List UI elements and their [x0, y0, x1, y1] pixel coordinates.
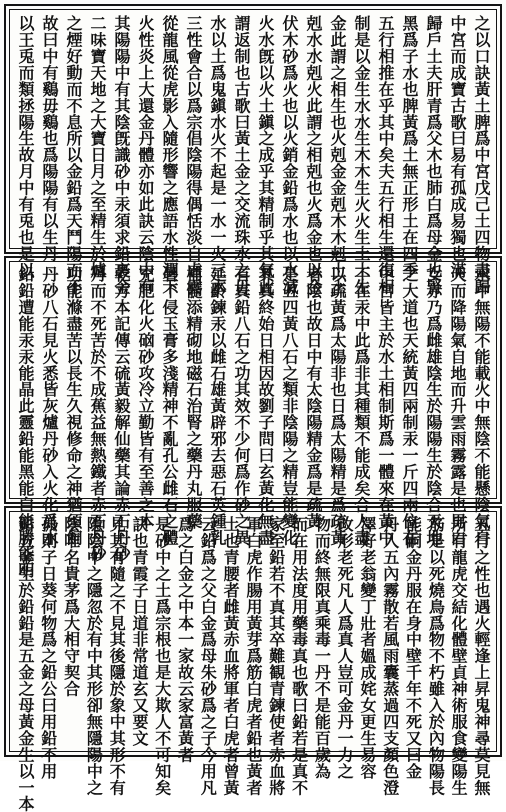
text-column: 是丑四黃八石之類非陰陽之精豈能變化	[280, 266, 299, 546]
text-column: 女赤乃爲雌雄陰生於陽陽生於陰合天地	[424, 266, 443, 546]
text-column: 不在汞中此爲非其種類不能成矣合人盡	[352, 266, 371, 546]
text-column: 其陽陽中有其陰旣識砂中汞須求鉛裏金	[112, 15, 131, 295]
text-column: 火水旣以火土鎭之成乎其精制乎其氣此	[256, 15, 275, 295]
text-column: 之以口訣黃土脾爲中宮戊己土四物盡歸	[472, 15, 491, 295]
text-column: 之大道也天統黃四兩制汞一斤四兩位在	[400, 266, 419, 546]
text-block-bottom	[4, 506, 502, 812]
text-column: 陰唯名貴茅爲大相守契合	[61, 516, 81, 697]
text-column: 筋是以死燒鳥爲物不朽雖入於內物陽長	[426, 516, 446, 796]
text-column: 是砂中之土爲宗根也是大欺人不可知矣	[152, 516, 172, 796]
text-column: 改形老死凡人爲真人豈可金丹一力之	[335, 516, 355, 780]
text-column: 謂返制也古歌曰黃土金之交流珠水之毋	[232, 15, 251, 295]
text-column: 而在用法度用藥毒真也歌曰鉛若是真不	[289, 516, 309, 796]
text-column: 伏木砂爲火也以火銷金鉛爲水也以水滅	[280, 15, 299, 295]
text-column: 功能滌盡苦以長生久視修命之神猶須飼	[64, 266, 83, 546]
text-column: 火性炎上大還金丹體亦如此訣云陰中有	[136, 15, 155, 295]
text-column: 澤好老翁變丁壯者媼成姹女更生易容	[357, 516, 377, 780]
text-column: 天而降陽氣自地而升雲雨霧露是也男白	[448, 266, 467, 546]
text-column: 丹入五內霧散若風雨囊蒸過四支顏色澄	[380, 516, 400, 796]
text-column: 物而終無限真乘毒一丹不是能百歲為	[312, 516, 332, 780]
text-column: 金此謂之相生也火剋金金剋木木剋土土	[328, 15, 347, 295]
text-column: 三性會合以爲宗倡陰陽得偶恬淡自虛雲	[184, 15, 203, 295]
text-column: 者陰也故日中有太陰陽精金爲是疏黃	[304, 266, 323, 530]
text-column: 剋水水剋火此謂之相剋也火爲金也以金	[304, 15, 323, 295]
text-column: 以疏黃爲太陽非也日爲太陽精是爲疏黃	[328, 266, 347, 546]
text-column: 丹砂八石見火悉皆灰爐丹砂入火化爲水	[40, 266, 59, 546]
text-column: 鉛五金生於鉛鉛是五金之母黃金生以一本	[16, 516, 35, 812]
text-column: 鉛鉛遭能汞汞能晶此靈鉛能黑能白能勝能明	[16, 266, 35, 579]
text-column: 從龍風從虎影入隨形響之應語水性潤下	[160, 15, 179, 295]
text-column: 孤則子日葵何物爲之鉛公曰用鉛不用	[38, 516, 58, 780]
text-column: 土也青腰者雌黃赤血將軍者白虎者曾黃	[221, 516, 241, 796]
text-column: 隱陰中之隱忽於有中其形卻無隱陽中之	[84, 516, 104, 796]
text-block-top	[4, 4, 502, 295]
text-column: 所有龍虎交結化體壁貞神術服食變陽生	[449, 516, 469, 796]
text-block-middle	[4, 256, 502, 579]
text-column: 乾方本記傳云硫黃毅解仙藥其論赤石丹砂	[112, 266, 131, 563]
text-column: 軍白虎作腸用黃芽爲筋白虎者鉛也黃者	[243, 516, 263, 796]
text-column: 黑爲子水也脾黃爲土無正形土在四季	[400, 15, 419, 279]
text-column: 五行相推在乎其中矣夫五行相生還復相	[376, 15, 395, 295]
text-column: 五行之性也遇火輕逢上昇鬼神尋莫見無	[471, 516, 491, 796]
text-column: 以王兎而類拯陽生故月中有兎也是以	[16, 15, 35, 279]
text-column: 延齡鍊汞以雌石雄黃辟邪去惡石英鍾乳	[208, 266, 227, 546]
text-column: 云鉛爲之父白金爲母朱砂爲之子今用凡	[198, 516, 218, 796]
text-column: 暑不侵玉膏多淺精神不亂孔公雌石之體	[160, 266, 179, 546]
text-column: 丹而不死苦於不成蕉益無熱鐵者赤石丹砂	[88, 266, 107, 563]
text-column: 故曰中有鷄毋鷄也爲陽陽有以生丹	[40, 15, 59, 262]
text-column: 充肥化火硇砂攻冷立勤皆有至善之本	[136, 266, 155, 530]
text-column: 有真鉛八石之功其效不少何爲作砂之異	[232, 266, 251, 546]
text-column: 歸戶土夫肝青爲父木也肺白爲母金也腎	[424, 15, 443, 295]
text-column: 補髓添精砌地磁石治腎之藥丹丸服藥	[184, 266, 203, 530]
text-column: 中宮而成寶古歌曰易有孤成易獨也滿	[448, 15, 467, 279]
text-column: 家至鉛若不真其卒難観青鍊使者赤血將	[266, 516, 286, 796]
text-column: 見其有隨之不見其後隱於象中其形不有	[107, 516, 127, 796]
text-column: 其真終始日相因故劉子問曰玄黃化無盡	[256, 266, 275, 546]
text-column: 之煙好動而不息所以金鉛爲天鬥陽而不	[64, 15, 83, 295]
text-column: 水以土爲鬼鎭水火不起是一水一火三木	[208, 15, 227, 295]
text-column: 二味寶天地之大寶日月之至精生於爐	[88, 15, 107, 279]
text-column: 訣也青霞子日道非常道玄又要文	[129, 516, 149, 747]
text-column: 中宮皆主於水土相制斯爲一體來在黃中	[376, 266, 395, 546]
text-column: 制是以金生水水生木木生火火生土土生	[352, 15, 371, 295]
text-column: 爲之白金之中本一家故云家富黃者	[175, 516, 195, 763]
text-column: 能嗣金丹服在身中壁千年不死又曰金	[403, 516, 423, 780]
text-column: 水中無陽不能載火中無陰不能懸陰氣自	[472, 266, 491, 546]
